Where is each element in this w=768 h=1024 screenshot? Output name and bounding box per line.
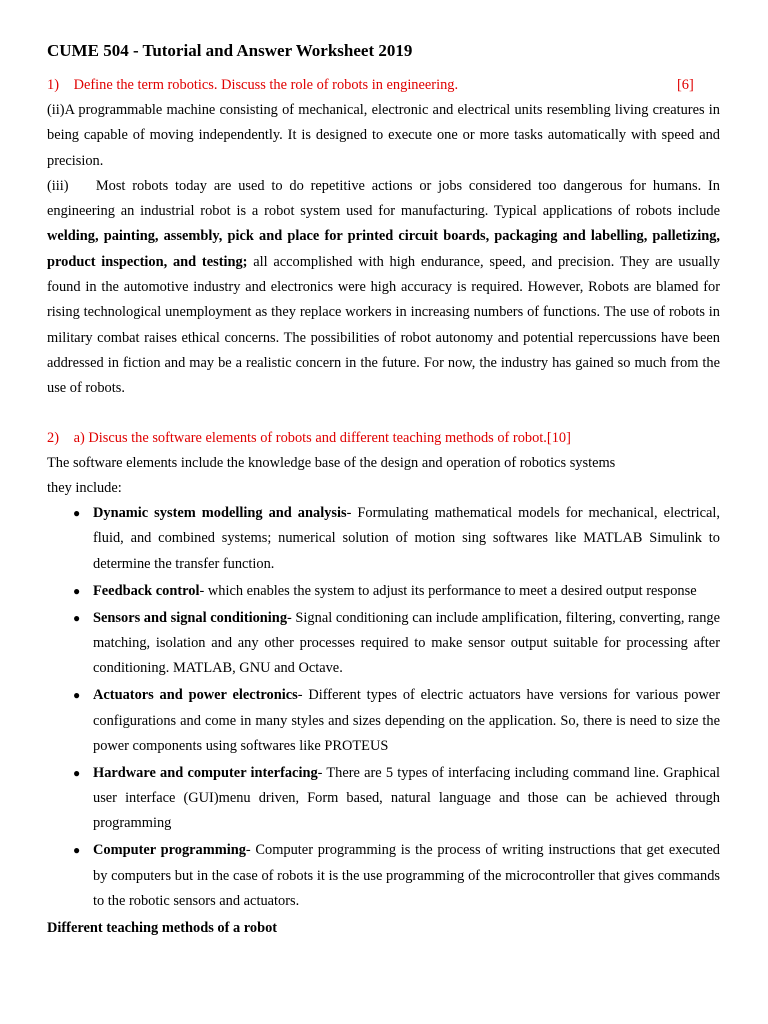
bullet-icon: ● bbox=[73, 610, 81, 625]
list-item-term: Dynamic system modelling and analysis bbox=[93, 505, 347, 522]
teaching-methods-heading: Different teaching methods of a robot bbox=[47, 920, 278, 937]
answer-2-intro-line2: they include: bbox=[47, 479, 122, 496]
list-item-term: Hardware and computer interfacing bbox=[93, 764, 318, 781]
question-1-number: 1) bbox=[47, 77, 59, 93]
document-page bbox=[47, 40, 724, 941]
bullet-icon: ● bbox=[73, 843, 81, 858]
answer-1-part-iii bbox=[47, 174, 724, 402]
list-item-desc: - Formulating mathematical models for mechanical, electrical, fluid, and combined systems; numerical solution of motion sing softwares like MATLAB Simulink to determine the transfer function. bbox=[93, 505, 720, 572]
list-item-desc: - Computer programming is the process of writing instructions that get executed by computers but in the case of robots it is the use programming of the microcontroller that gives commands to the robotic sensors and actuators. bbox=[93, 842, 720, 910]
question-1-text: Define the term robotics. Discuss the role of robots in engineering. bbox=[73, 77, 459, 93]
list-item-term: Sensors and signal conditioning bbox=[93, 609, 288, 626]
answer-1-part-iii-suffix: all accomplished with high endurance, speed, and precision. They are usually found in the automotive industry and electronics were high accuracy is required. However, Robots are blamed for rising technological unemployment as they replace workers in increasing numbers of functions. The use of robots in military combat raises ethical concerns. The possibilities of robot autonomy and potential repercussions have been addressed in fiction and may be a realistic concern in the future. For now, the industry has gained so much from the use of robots. bbox=[47, 253, 724, 397]
software-elements-list bbox=[47, 501, 720, 914]
document-title: CUME 504 - Tutorial and Answer Worksheet 2019 bbox=[47, 41, 413, 60]
list-item bbox=[47, 606, 720, 682]
answer-1-part-iii-prefix: (iii) Most robots today are used to do repetitive actions or jobs considered too dangerous for humans. In engineering an industrial robot is a robot system used for manufacturing. Typical applications of robots include bbox=[47, 177, 724, 220]
bullet-icon: ● bbox=[73, 583, 81, 598]
bullet-icon: ● bbox=[73, 506, 81, 521]
list-item bbox=[47, 761, 720, 837]
answer-1-applications-bold: welding, painting, assembly, pick and place for printed circuit boards, packaging and labelling, palletizing, product inspection, and testing; bbox=[47, 228, 724, 270]
list-item-term: Computer programming bbox=[93, 842, 246, 859]
question-2 bbox=[47, 426, 720, 451]
list-item-desc: - There are 5 types of interfacing including command line. Graphical user interface (GUI)menu driven, Form based, natural language and those can be achieved through programming bbox=[93, 764, 721, 832]
question-1-marks: [6] bbox=[677, 77, 694, 93]
list-item bbox=[47, 838, 720, 914]
list-item-term: Actuators and power electronics bbox=[93, 687, 298, 704]
answer-2-intro-line1: The software elements include the knowledge base of the design and operation of robotics systems bbox=[47, 454, 616, 471]
list-item bbox=[47, 579, 720, 604]
list-item bbox=[47, 501, 720, 577]
answer-1-part-ii: (ii)A programmable machine consisting of mechanical, electronic and electrical units resembling living creatures in being capable of moving independently. It is designed to execute one or more tasks automatically with speed and precision. bbox=[47, 102, 720, 169]
question-1 bbox=[47, 73, 720, 98]
question-2-number: 2) bbox=[47, 429, 59, 446]
list-item-desc: - Different types of electric actuators have versions for various power configurations and come in many styles and sizes depending on the application. So, there is need to size the power components using softwares like PROTEUS bbox=[93, 687, 720, 754]
question-2-text: a) Discus the software elements of robots and different teaching methods of robot.[10] bbox=[73, 429, 571, 446]
list-item-desc: - which enables the system to adjust its performance to meet a desired output response bbox=[199, 582, 697, 599]
bullet-icon: ● bbox=[73, 688, 81, 703]
list-item bbox=[47, 683, 720, 759]
bullet-icon: ● bbox=[73, 765, 81, 780]
list-item-term: Feedback control bbox=[93, 582, 200, 599]
list-item-desc: - Signal conditioning can include amplification, filtering, converting, range matching, isolation and any other processes required to make sensor output suitable for processing after conditioning. MATLAB, GNU and Octave. bbox=[93, 609, 721, 677]
